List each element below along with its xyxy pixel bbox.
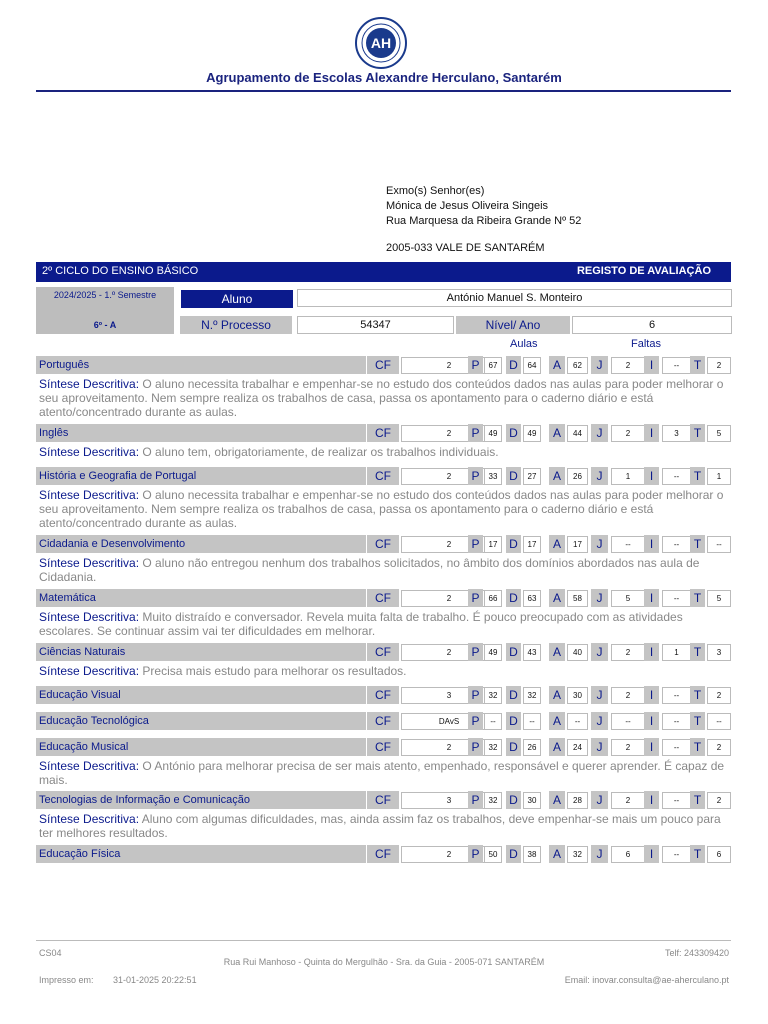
subject-row — [36, 643, 731, 661]
printed-label: Impresso em: — [39, 975, 94, 985]
d-label: D — [506, 686, 521, 704]
i-label: I — [644, 467, 659, 485]
d-value: -- — [523, 713, 541, 730]
cf-label: CF — [367, 356, 399, 374]
t-value: 2 — [707, 792, 731, 809]
cf-value: 2 — [401, 536, 497, 553]
j-value: 2 — [611, 687, 645, 704]
faltas-header: Faltas — [631, 338, 661, 350]
a-value: 32 — [567, 846, 588, 863]
j-label: J — [591, 424, 608, 442]
i-value: -- — [662, 713, 691, 730]
t-value: 2 — [707, 357, 731, 374]
d-label: D — [506, 356, 521, 374]
subject-name: Educação Física — [36, 845, 366, 863]
i-label: I — [644, 424, 659, 442]
subject-name: Educação Visual — [36, 686, 366, 704]
t-label: T — [690, 712, 705, 730]
i-value: -- — [662, 846, 691, 863]
period-box — [36, 287, 174, 334]
footer-address: Rua Rui Manhoso - Quinta do Mergulhão - Sra. da Guia - 2005-071 SANTARÉM — [223, 957, 545, 967]
cycle-label: 2º CICLO DO ENSINO BÁSICO — [42, 265, 199, 277]
cf-value: 2 — [401, 590, 497, 607]
salutation: Exmo(s) Senhor(es) — [386, 185, 485, 197]
subject-name: Tecnologias de Informação e Comunicação — [36, 791, 366, 809]
footer-divider — [36, 940, 731, 941]
recipient-street: Rua Marquesa da Ribeira Grande Nº 52 — [386, 215, 582, 227]
cf-label: CF — [367, 686, 399, 704]
subject-row — [36, 424, 731, 442]
sintese-label: Síntese Descritiva: — [39, 812, 140, 826]
p-label: P — [468, 535, 483, 553]
school-logo — [354, 16, 408, 70]
j-value: 2 — [611, 357, 645, 374]
a-value: 40 — [567, 644, 588, 661]
j-label: J — [591, 643, 608, 661]
sintese-descritiva — [39, 610, 729, 638]
recipient-postal: 2005-033 VALE DE SANTARÉM — [386, 242, 545, 254]
i-value: 3 — [662, 425, 691, 442]
section-band — [36, 262, 731, 282]
sintese-label: Síntese Descritiva: — [39, 610, 140, 624]
a-label: A — [549, 589, 565, 607]
sintese-descritiva — [39, 488, 729, 530]
footer-phone: Telf: 243309420 — [664, 948, 729, 958]
cf-label: CF — [367, 424, 399, 442]
cf-value: 2 — [401, 846, 497, 863]
school-name: Agrupamento de Escolas Alexandre Herculano, Santarém — [206, 70, 562, 85]
d-value: 32 — [523, 687, 541, 704]
j-label: J — [591, 535, 608, 553]
sintese-label: Síntese Descritiva: — [39, 664, 140, 678]
p-label: P — [468, 738, 483, 756]
j-label: J — [591, 356, 608, 374]
p-value: 32 — [484, 687, 502, 704]
d-label: D — [506, 791, 521, 809]
j-label: J — [591, 589, 608, 607]
j-label: J — [591, 738, 608, 756]
level-label: Nível/ Ano — [456, 316, 570, 334]
j-value: 2 — [611, 739, 645, 756]
a-label: A — [549, 791, 565, 809]
d-value: 64 — [523, 357, 541, 374]
i-label: I — [644, 589, 659, 607]
i-value: -- — [662, 590, 691, 607]
sintese-label: Síntese Descritiva: — [39, 488, 140, 502]
t-label: T — [690, 424, 705, 442]
sintese-label: Síntese Descritiva: — [39, 377, 140, 391]
cf-label: CF — [367, 791, 399, 809]
sintese-text: O aluno necessita trabalhar e empenhar-se no estudo dos conteúdos dados nas aulas para poder melhorar o seu aproveitamento. Nem sempre realiza os trabalhos de casa, passa os apontamento para o caderno diário e está atento/concentrado durante as aulas. — [39, 377, 724, 419]
subject-name: História e Geografia de Portugal — [36, 467, 366, 485]
subject-name: Ciências Naturais — [36, 643, 366, 661]
d-value: 27 — [523, 468, 541, 485]
a-value: 17 — [567, 536, 588, 553]
p-label: P — [468, 791, 483, 809]
i-value: -- — [662, 687, 691, 704]
j-value: 6 — [611, 846, 645, 863]
header-divider — [36, 90, 731, 92]
p-value: 66 — [484, 590, 502, 607]
cf-value: DAvS — [401, 713, 497, 730]
p-value: 49 — [484, 425, 502, 442]
t-value: 1 — [707, 468, 731, 485]
sintese-text: O aluno tem, obrigatoriamente, de realizar os trabalhos individuais. — [142, 445, 499, 459]
p-value: 67 — [484, 357, 502, 374]
sintese-text: Precisa mais estudo para melhorar os resultados. — [142, 664, 407, 678]
school-year: 2024/2025 - 1.º Semestre — [53, 290, 157, 300]
cf-label: CF — [367, 589, 399, 607]
i-label: I — [644, 356, 659, 374]
p-value: 17 — [484, 536, 502, 553]
cf-value: 3 — [401, 792, 497, 809]
d-label: D — [506, 424, 521, 442]
i-label: I — [644, 845, 659, 863]
a-label: A — [549, 356, 565, 374]
p-value: 32 — [484, 792, 502, 809]
p-value: -- — [484, 713, 502, 730]
t-label: T — [690, 845, 705, 863]
sintese-text: O aluno não entregou nenhum dos trabalhos solicitados, no âmbito dos domínios abordados nas aula de Cidadania. — [39, 556, 700, 584]
d-value: 43 — [523, 644, 541, 661]
cf-label: CF — [367, 643, 399, 661]
recipient-name: Mónica de Jesus Oliveira Singeis — [386, 200, 549, 212]
j-label: J — [591, 467, 608, 485]
cf-value: 2 — [401, 739, 497, 756]
d-label: D — [506, 589, 521, 607]
j-label: J — [591, 686, 608, 704]
d-value: 17 — [523, 536, 541, 553]
a-label: A — [549, 424, 565, 442]
a-value: 24 — [567, 739, 588, 756]
t-label: T — [690, 738, 705, 756]
j-value: 2 — [611, 425, 645, 442]
a-label: A — [549, 686, 565, 704]
d-label: D — [506, 467, 521, 485]
i-value: -- — [662, 357, 691, 374]
a-value: 62 — [567, 357, 588, 374]
t-value: -- — [707, 713, 731, 730]
p-value: 49 — [484, 644, 502, 661]
p-value: 33 — [484, 468, 502, 485]
cf-value: 2 — [401, 468, 497, 485]
i-value: -- — [662, 468, 691, 485]
a-value: 26 — [567, 468, 588, 485]
d-label: D — [506, 712, 521, 730]
j-value: 1 — [611, 468, 645, 485]
subject-row — [36, 535, 731, 553]
sintese-text: Aluno com algumas dificuldades, mas, ainda assim faz os trabalhos, deve empenhar-se mais um pouco para ter melhores resultados. — [39, 812, 721, 840]
sintese-descritiva — [39, 664, 729, 678]
t-label: T — [690, 791, 705, 809]
t-label: T — [690, 356, 705, 374]
footer-email: Email: inovar.consulta@ae-aherculano.pt — [564, 975, 729, 985]
subject-row — [36, 738, 731, 756]
level-value: 6 — [572, 316, 732, 334]
cf-value: 2 — [401, 644, 497, 661]
p-label: P — [468, 356, 483, 374]
sintese-label: Síntese Descritiva: — [39, 759, 140, 773]
p-label: P — [468, 845, 483, 863]
sintese-text: O António para melhorar precisa de ser mais atento, empenhado, responsável e querer aprender. É capaz de mais. — [39, 759, 725, 787]
subject-name: Educação Musical — [36, 738, 366, 756]
a-value: -- — [567, 713, 588, 730]
d-value: 26 — [523, 739, 541, 756]
logo-initials: AH — [370, 35, 392, 51]
j-value: 5 — [611, 590, 645, 607]
t-label: T — [690, 686, 705, 704]
p-value: 32 — [484, 739, 502, 756]
subject-row — [36, 791, 731, 809]
i-value: -- — [662, 536, 691, 553]
j-value: 2 — [611, 792, 645, 809]
subject-name: Matemática — [36, 589, 366, 607]
t-value: 5 — [707, 590, 731, 607]
d-value: 63 — [523, 590, 541, 607]
d-label: D — [506, 738, 521, 756]
student-name: António Manuel S. Monteiro — [297, 289, 732, 307]
a-label: A — [549, 845, 565, 863]
sintese-descritiva — [39, 445, 729, 459]
a-value: 44 — [567, 425, 588, 442]
i-label: I — [644, 686, 659, 704]
cf-label: CF — [367, 712, 399, 730]
j-value: 2 — [611, 644, 645, 661]
t-value: 5 — [707, 425, 731, 442]
i-label: I — [644, 535, 659, 553]
a-value: 28 — [567, 792, 588, 809]
recipient-address — [386, 184, 581, 256]
d-label: D — [506, 535, 521, 553]
process-number-label: N.º Processo — [180, 316, 292, 334]
subject-row — [36, 845, 731, 863]
p-label: P — [468, 424, 483, 442]
cf-value: 2 — [401, 357, 497, 374]
i-value: -- — [662, 792, 691, 809]
sintese-descritiva — [39, 377, 729, 419]
d-value: 30 — [523, 792, 541, 809]
t-label: T — [690, 589, 705, 607]
i-value: 1 — [662, 644, 691, 661]
a-value: 30 — [567, 687, 588, 704]
a-label: A — [549, 738, 565, 756]
subject-row — [36, 356, 731, 374]
j-label: J — [591, 712, 608, 730]
subject-name: Português — [36, 356, 366, 374]
cf-label: CF — [367, 738, 399, 756]
class-label: 6º - A — [93, 320, 117, 330]
subject-row — [36, 467, 731, 485]
p-label: P — [468, 712, 483, 730]
cf-label: CF — [367, 467, 399, 485]
p-label: P — [468, 686, 483, 704]
i-label: I — [644, 643, 659, 661]
a-value: 58 — [567, 590, 588, 607]
sintese-text: Muito distraído e conversador. Revela muita falta de trabalho. É pouco preocupado com as atividades escolares. Se continuar assim vai ter dificuldades em melhorar. — [39, 610, 683, 638]
report-title: REGISTO DE AVALIAÇÃO — [576, 265, 711, 277]
i-label: I — [644, 738, 659, 756]
cf-value: 2 — [401, 425, 497, 442]
printed-date: 31-01-2025 20:22:51 — [113, 975, 197, 985]
sintese-descritiva — [39, 812, 729, 840]
t-label: T — [690, 535, 705, 553]
i-value: -- — [662, 739, 691, 756]
d-value: 38 — [523, 846, 541, 863]
d-value: 49 — [523, 425, 541, 442]
j-value: -- — [611, 536, 645, 553]
subject-row — [36, 712, 731, 730]
student-label: Aluno — [180, 289, 294, 309]
subject-name: Educação Tecnológica — [36, 712, 366, 730]
p-label: P — [468, 467, 483, 485]
a-label: A — [549, 535, 565, 553]
a-label: A — [549, 467, 565, 485]
t-value: -- — [707, 536, 731, 553]
cf-value: 3 — [401, 687, 497, 704]
cf-label: CF — [367, 535, 399, 553]
sintese-descritiva — [39, 759, 729, 787]
t-label: T — [690, 643, 705, 661]
d-label: D — [506, 643, 521, 661]
p-label: P — [468, 643, 483, 661]
cf-label: CF — [367, 845, 399, 863]
p-label: P — [468, 589, 483, 607]
subject-name: Cidadania e Desenvolvimento — [36, 535, 366, 553]
i-label: I — [644, 791, 659, 809]
p-value: 50 — [484, 846, 502, 863]
a-label: A — [549, 712, 565, 730]
t-label: T — [690, 467, 705, 485]
d-label: D — [506, 845, 521, 863]
j-label: J — [591, 845, 608, 863]
a-label: A — [549, 643, 565, 661]
sintese-descritiva — [39, 556, 729, 584]
form-code: CS04 — [39, 948, 62, 958]
sintese-text: O aluno necessita trabalhar e empenhar-se no estudo dos conteúdos dados nas aulas para poder melhorar o seu aproveitamento. Nem sempre realiza os trabalhos de casa, passa os apontamento para o caderno diário e está atento/concentrado durante as aulas. — [39, 488, 724, 530]
sintese-label: Síntese Descritiva: — [39, 556, 140, 570]
j-value: -- — [611, 713, 645, 730]
process-number-value: 54347 — [297, 316, 454, 334]
subject-row — [36, 589, 731, 607]
subject-row — [36, 686, 731, 704]
sintese-label: Síntese Descritiva: — [39, 445, 140, 459]
j-label: J — [591, 791, 608, 809]
t-value: 2 — [707, 739, 731, 756]
aulas-header: Aulas — [510, 338, 538, 350]
t-value: 3 — [707, 644, 731, 661]
t-value: 2 — [707, 687, 731, 704]
i-label: I — [644, 712, 659, 730]
subject-name: Inglês — [36, 424, 366, 442]
t-value: 6 — [707, 846, 731, 863]
